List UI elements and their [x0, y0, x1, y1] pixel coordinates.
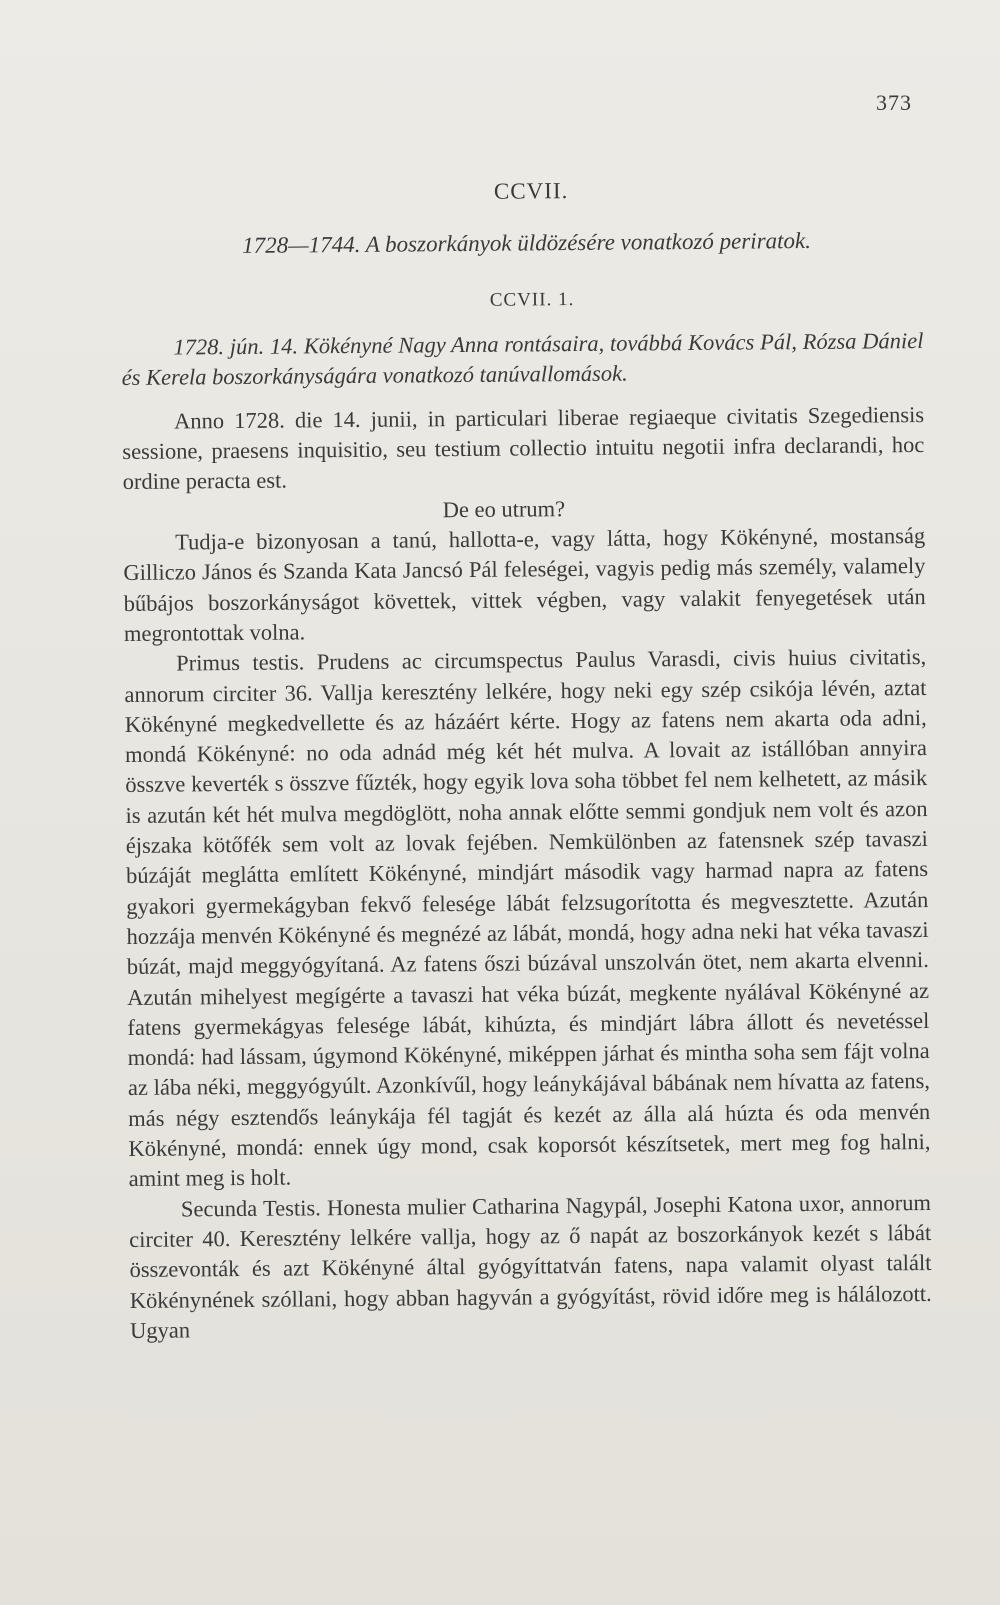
- document-title: 1728—1744. A boszorkányok üldözésére vonatkozó periratok.: [242, 228, 812, 259]
- page-number: 373: [876, 90, 912, 115]
- subdocument-number: CCVII. 1.: [489, 288, 575, 311]
- page-content: [120, 173, 932, 1346]
- paragraph-secunda-testis: Secunda Testis. Honesta mulier Catharina Nagypál, Josephi Katona uxor, annorum circiter 40. Keresztény lelkére vallja, hogy az ő napát az boszorkányok kezét s lábát összevonták és azt Kökényné által gyógyíttatván fatens, napa valamit olyast talált Kökénynének szóllani, hogy abban hagyván a gyógyítást, rövid időre meg is hálálozott. Ugyan: [129, 1189, 932, 1343]
- paragraph-question: De eo utrum?: [442, 495, 566, 522]
- paragraph-primus-testis: Primus testis. Prudens ac circumspectus Paulus Varasdi, civis huius civitatis, annorum circiter 36. Vallja keresztény lelkére, hogy neki egy szép csikója lévén, aztat Kökényné megkedvellette és az házáért kérte. Hogy az fatens nem akarta oda adni, mondá Kökényné: no oda adnád még két hét mulva. A lovait az istállóban annyira összve keverték s összve fűzték, hogy egyik lova soha többet fel nem kelhetett, az másik is azután két hét mulva megdöglött, noha annak előtte semmi gondjuk nem volt és azon éjszaka kötőfék sem volt az lovak fejében. Nemkülönben az fatensnek szép tavaszi búzáját meglátta említett Kökényné, mindjárt második vagy harmad napra az fatens gyakori gyermekágyban fekvő felesége lábát felzsugorította és megvesztette. Azután hozzája menvén Kökényné és megnézé az lábát, mondá, hogy adna neki hat véka tavaszi búzát, majd meggyógyítaná. Az fatens őszi búzával unszolván ötet, nem akarta elvenni. Azután mihelyest megígérte a tavaszi hat véka búzát, megkente nyálával Kökényné az fatens gyermekágyas felesége lábát, kihúzta, és mindjárt lábra állott és nevetéssel mondá: had lássam, úgymond Kökényné, miképpen járhat és mintha soha sem fájt volna az lába néki, meggyógyúlt. Azonkívűl, hogy leánykájával bábának nem hívatta az fatens, más négy esztendős leánykája fél tagját és kezét az álla alá húzta és oda menvén Kökényné, mondá: ennek úgy mond, csak koporsót készítsetek, mert meg fog halni, amint meg is holt.: [124, 644, 931, 1192]
- paragraph-interrogatory: Tudja-e bizonyosan a tanú, hallotta-e, vagy látta, hogy Kökényné, mostanság Gilliczo János és Szanda Kata Jancsó Pál feleségei, vagyis pedig más személy, valamely bűbájos boszorkányságot követtek, vittek végben, vagy valakit fenyegetések után megrontottak volna.: [123, 523, 926, 646]
- subdocument-title: 1728. jún. 14. Kökényné Nagy Anna rontásaira, továbbá Kovács Pál, Rózsa Dániel és Kerela boszorkányságára vonatkozó tanúvallomások.: [121, 327, 924, 390]
- document-number: CCVII.: [493, 178, 569, 204]
- paragraph-intro: Anno 1728. die 14. junii, in particulari liberae regiaeque civitatis Szegediensis sessione, praesens inquisitio, seu testium collectio intuitu negotii infra declarandi, hoc ordine peracta est.: [122, 401, 925, 495]
